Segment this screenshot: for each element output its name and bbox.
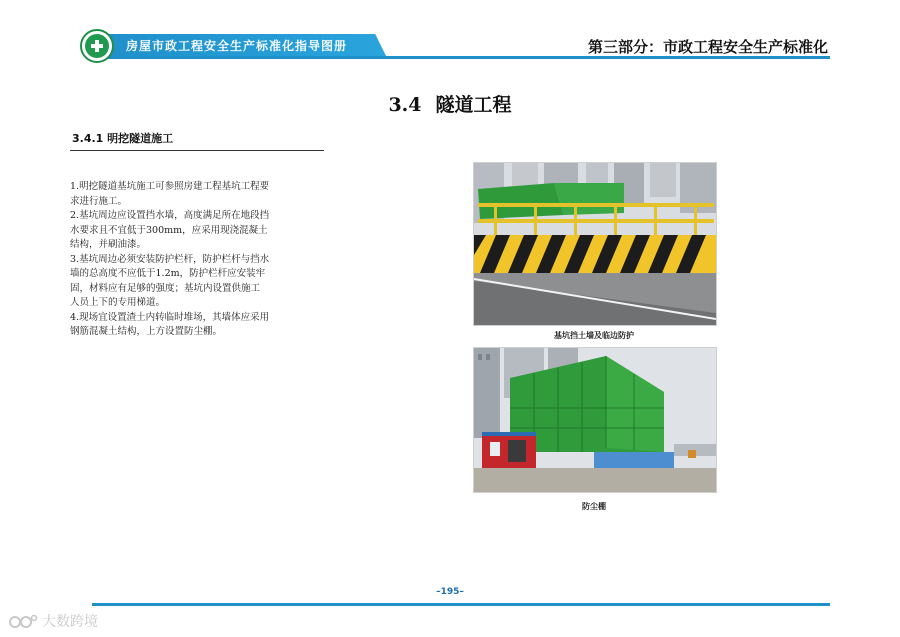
requirement-list bbox=[70, 180, 342, 340]
subsection-rule bbox=[70, 150, 324, 151]
list-item: 墙的总高度不应低于1.2m，防护栏杆应安装牢 bbox=[70, 268, 266, 279]
safety-cross-logo bbox=[80, 29, 114, 63]
list-item: 3.基坑周边必须安装防护栏杆，防护栏杆与挡水 bbox=[70, 253, 270, 265]
list-item: 求进行施工。 bbox=[70, 195, 128, 207]
list-item: 2.基坑周边应设置挡水墙，高度满足所在地段挡 bbox=[70, 210, 270, 221]
section-title bbox=[0, 90, 900, 117]
watermark bbox=[8, 611, 98, 631]
watermark-logo-icon bbox=[8, 613, 38, 629]
figure-caption: 基坑挡土墙及临边防护 bbox=[554, 331, 634, 340]
list-item: 固，材料应有足够的强度；基坑内设置供施工 bbox=[70, 282, 261, 294]
list-item: 水要求且不宜低于300mm，应采用现浇混凝土 bbox=[70, 224, 268, 236]
guide-title: 房屋市政工程安全生产标准化指导图册 bbox=[126, 39, 348, 53]
photo-dust-shed bbox=[473, 347, 717, 493]
section-number: 3.4 bbox=[388, 94, 422, 116]
list-item: 钢筋混凝土结构，上方设置防尘棚。 bbox=[70, 326, 223, 337]
part-title: 第三部分：市政工程安全生产标准化 bbox=[587, 38, 828, 56]
list-item: 1.明挖隧道基坑施工可参照房建工程基坑工程要 bbox=[70, 181, 270, 192]
watermark-text: 大数跨境 bbox=[42, 614, 98, 630]
list-item: 4.现场宜设置渣土内转临时堆场，其墙体应采用 bbox=[70, 311, 270, 323]
section-title-text: 隧道工程 bbox=[435, 94, 512, 116]
subsection-title: 3.4.1 明挖隧道施工 bbox=[72, 132, 174, 145]
list-item: 人员上下的专用梯道。 bbox=[70, 297, 166, 308]
page-number: –195– bbox=[436, 587, 464, 597]
footer-rule bbox=[92, 603, 830, 606]
list-item: 结构，并刷油漆。 bbox=[70, 239, 147, 250]
photo-retaining-wall-guardrail bbox=[473, 162, 717, 326]
figure-caption: 防尘棚 bbox=[582, 502, 606, 511]
